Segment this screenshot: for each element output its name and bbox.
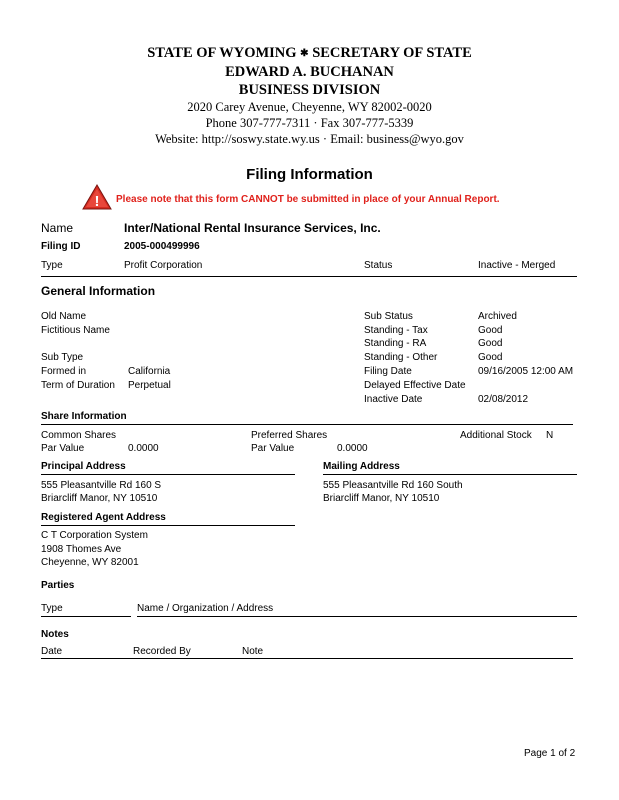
notes-col-recorded-by: Recorded By <box>133 646 191 657</box>
parties-heading: Parties <box>41 580 75 591</box>
share-divider <box>41 424 573 425</box>
additional-stock-label: Additional Stock <box>460 430 532 441</box>
fictitious-name-label: Fictitious Name <box>41 325 110 336</box>
general-heading: General Information <box>41 284 156 298</box>
header-state: STATE OF WYOMING <box>147 45 297 61</box>
sub-type-label: Sub Type <box>41 352 84 363</box>
principal-divider <box>41 474 295 475</box>
term-label: Term of Duration <box>41 380 115 391</box>
parties-divider-1 <box>41 616 131 617</box>
filing-id-value: 2005-000499996 <box>124 241 200 252</box>
agent-line-3: Cheyenne, WY 82001 <box>41 557 139 568</box>
standing-other-label: Standing - Other <box>364 352 438 363</box>
header-line-1 <box>0 45 619 62</box>
filing-date-value: 09/16/2005 12:00 AM <box>478 366 574 377</box>
status-value: Inactive - Merged <box>478 260 556 271</box>
header-address: 2020 Carey Avenue, Cheyenne, WY 82002-0020 <box>187 100 432 114</box>
par-value-2: 0.0000 <box>337 443 368 454</box>
principal-line-2: Briarcliff Manor, NY 10510 <box>41 493 158 504</box>
common-shares-label: Common Shares <box>41 430 117 441</box>
agent-line-1: C T Corporation System <box>41 530 148 541</box>
notes-divider <box>41 658 573 659</box>
header-line-2: EDWARD A. BUCHANAN <box>225 64 394 80</box>
sub-status-label: Sub Status <box>364 311 413 322</box>
page-number: Page 1 of 2 <box>524 748 576 759</box>
page-title: Filing Information <box>246 166 373 183</box>
notes-col-note: Note <box>242 646 264 657</box>
parties-divider-2 <box>137 616 577 617</box>
par-value-2-label: Par Value <box>251 443 295 454</box>
filing-date-label: Filing Date <box>364 366 412 377</box>
header-phone: Phone 307-777-7311 · Fax 307-777-5339 <box>205 116 414 130</box>
type-label: Type <box>41 260 63 271</box>
par-value-1-label: Par Value <box>41 443 85 454</box>
divider <box>41 276 577 277</box>
header-line-3: BUSINESS DIVISION <box>238 82 381 98</box>
standing-tax-label: Standing - Tax <box>364 325 428 336</box>
header-website: Website: http://soswy.state.wy.us · Email: business@wyo.gov <box>155 132 464 146</box>
agent-divider <box>41 525 295 526</box>
agent-heading: Registered Agent Address <box>41 512 166 523</box>
additional-stock-value: N <box>546 430 554 441</box>
notes-heading: Notes <box>41 629 69 640</box>
warning-icon <box>82 184 112 210</box>
standing-tax-value: Good <box>478 325 503 336</box>
star-icon: ✱ <box>300 48 309 59</box>
warning-text: Please note that this form CANNOT be submitted in place of your Annual Report. <box>116 194 500 205</box>
warning-icon-mark: ! <box>94 193 100 210</box>
preferred-shares-label: Preferred Shares <box>251 430 328 441</box>
share-heading: Share Information <box>41 411 127 422</box>
inactive-date-value: 02/08/2012 <box>478 394 529 405</box>
parties-col-type: Type <box>41 603 63 614</box>
old-name-label: Old Name <box>41 311 87 322</box>
standing-other-value: Good <box>478 352 503 363</box>
entity-name: Inter/National Rental Insurance Services, Inc. <box>124 221 381 235</box>
delayed-date-label: Delayed Effective Date <box>364 380 466 391</box>
parties-col-name: Name / Organization / Address <box>137 603 274 614</box>
principal-line-1: 555 Pleasantville Rd 160 S <box>41 480 162 491</box>
mailing-heading: Mailing Address <box>323 461 400 472</box>
mailing-line-1: 555 Pleasantville Rd 160 South <box>323 480 463 491</box>
sub-status-value: Archived <box>478 311 517 322</box>
formed-in-value: California <box>128 366 171 377</box>
type-value: Profit Corporation <box>124 260 203 271</box>
standing-ra-value: Good <box>478 338 503 349</box>
inactive-date-label: Inactive Date <box>364 394 423 405</box>
formed-in-label: Formed in <box>41 366 87 377</box>
status-label: Status <box>364 260 393 271</box>
filing-id-label: Filing ID <box>41 241 81 252</box>
standing-ra-label: Standing - RA <box>364 338 427 349</box>
mailing-divider <box>323 474 577 475</box>
name-label: Name <box>41 221 74 235</box>
header-secretary: SECRETARY OF STATE <box>312 45 472 61</box>
mailing-line-2: Briarcliff Manor, NY 10510 <box>323 493 440 504</box>
principal-heading: Principal Address <box>41 461 126 472</box>
par-value-1: 0.0000 <box>128 443 159 454</box>
agent-line-2: 1908 Thomes Ave <box>41 544 122 555</box>
term-value: Perpetual <box>128 380 171 391</box>
notes-col-date: Date <box>41 646 63 657</box>
